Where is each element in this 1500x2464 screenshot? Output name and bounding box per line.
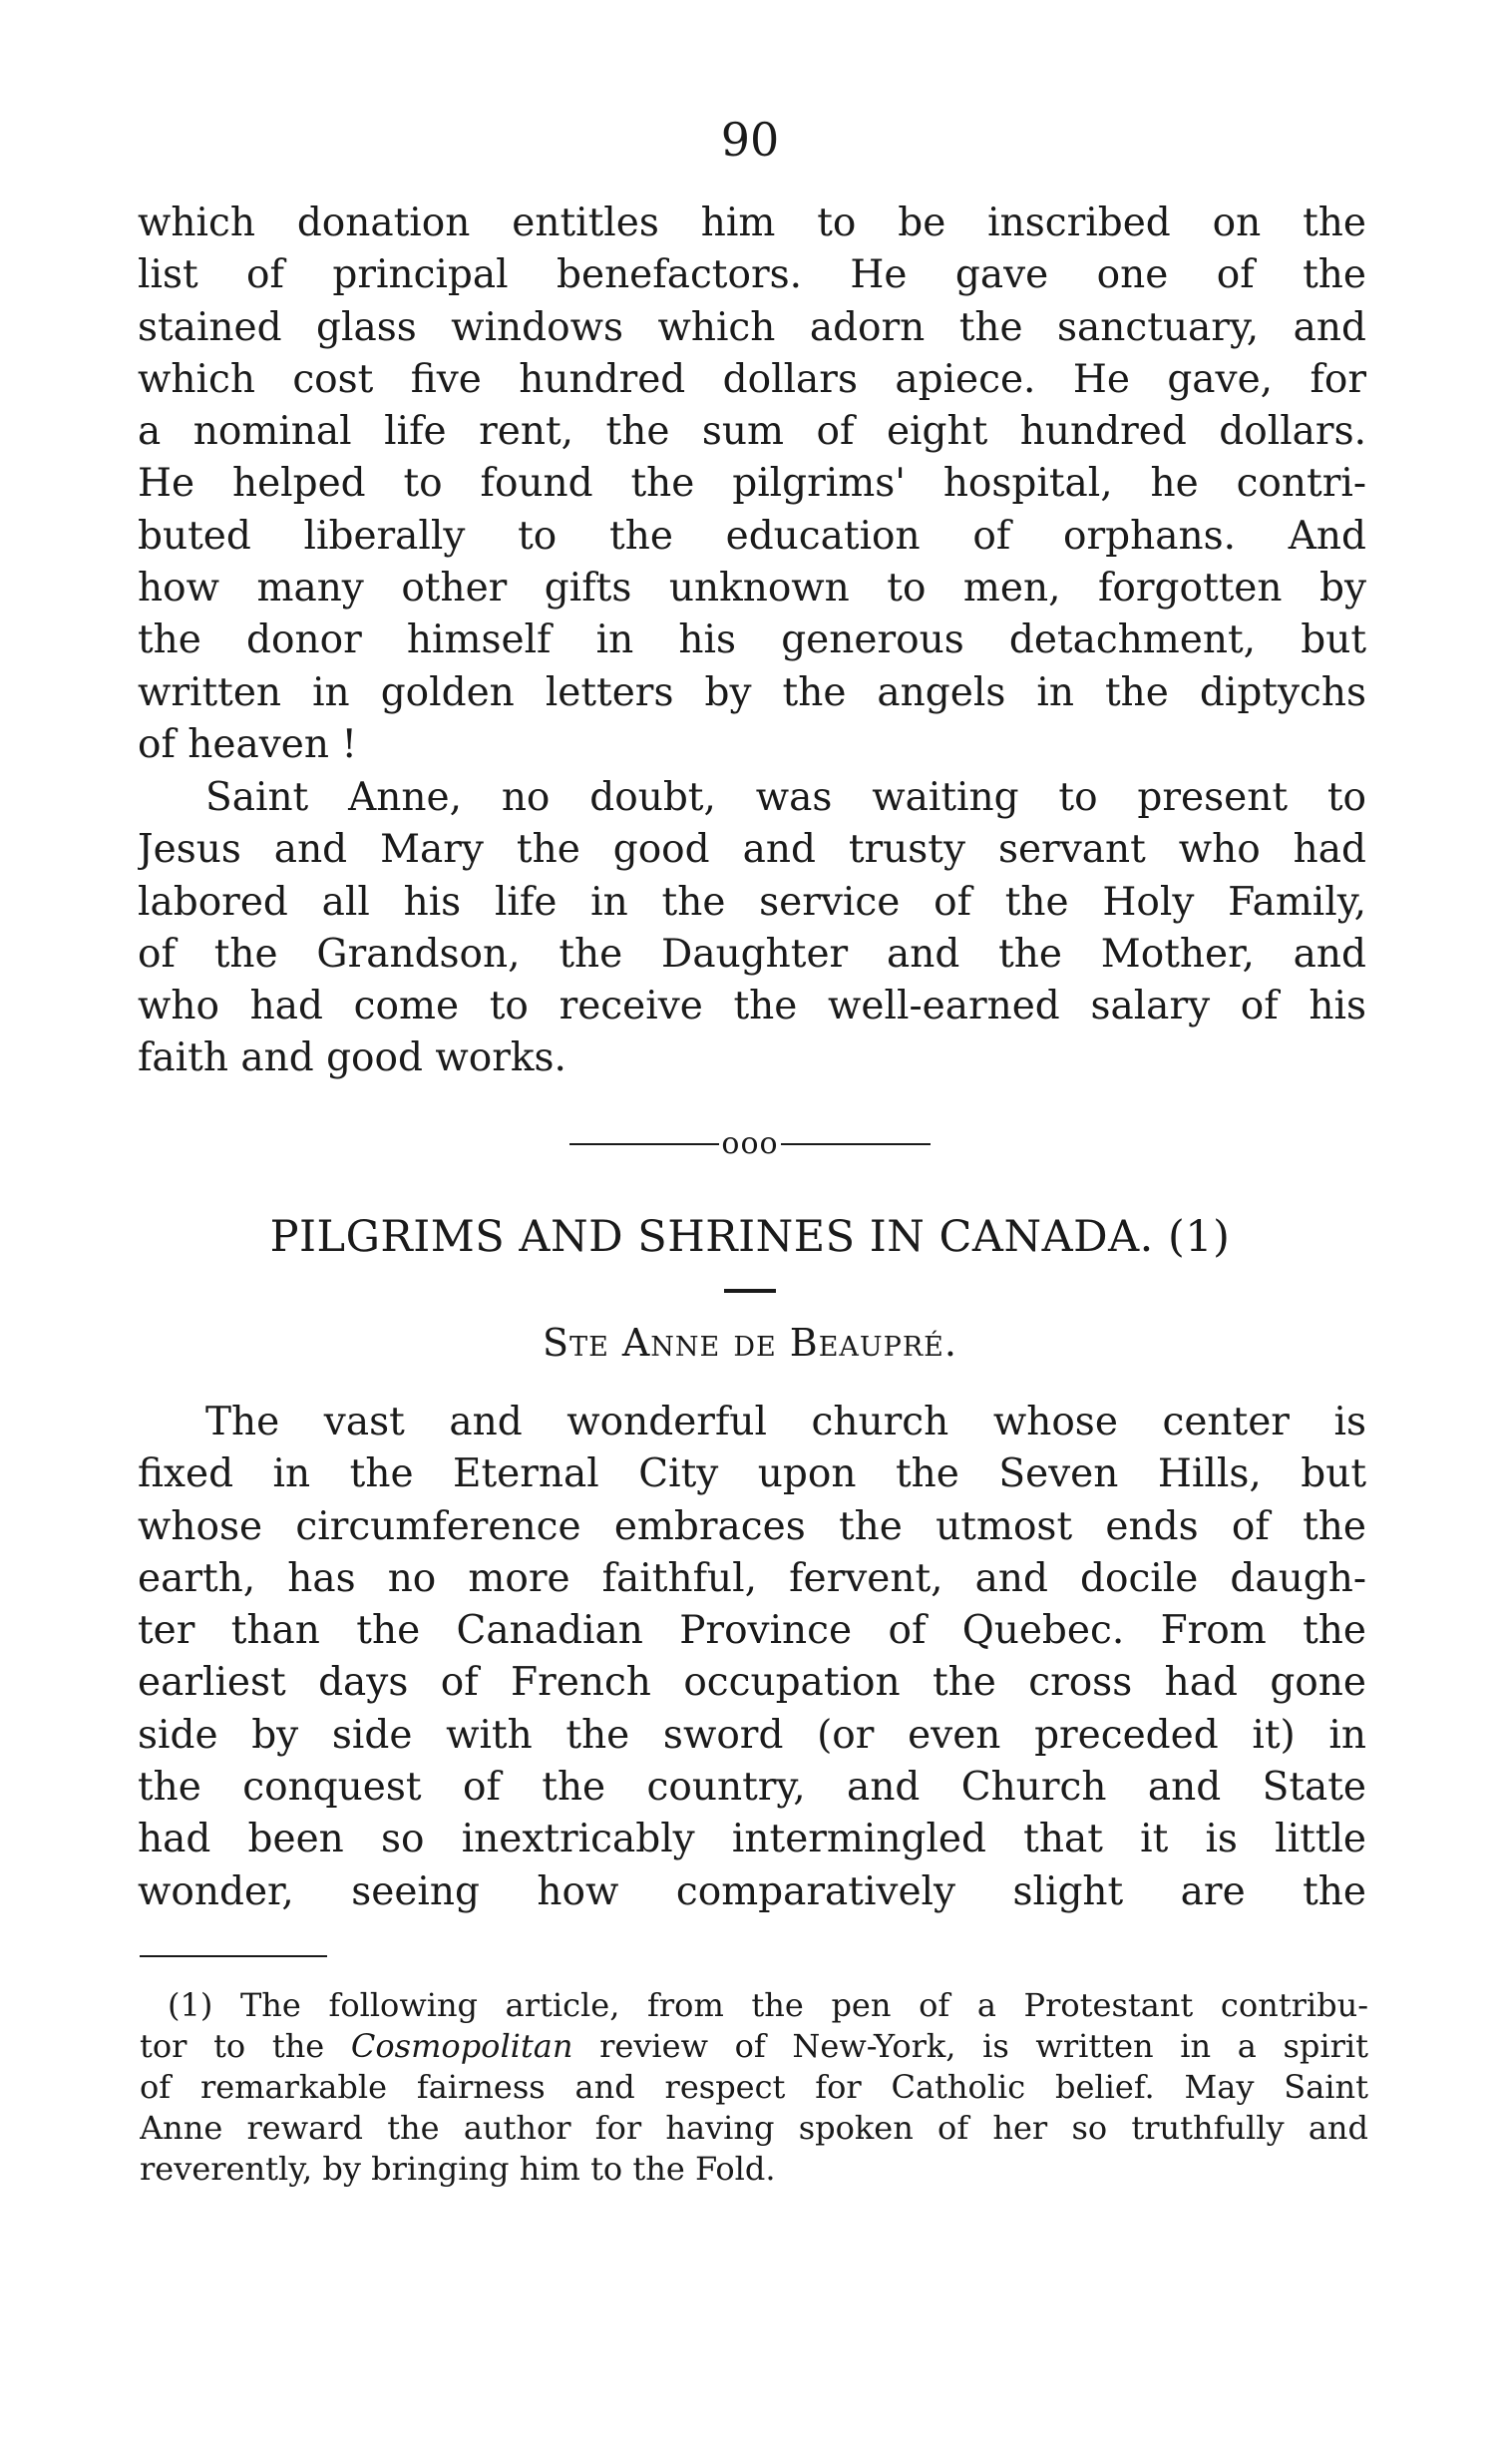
article-title: PILGRIMS AND SHRINES IN CANADA. (1) bbox=[269, 1212, 1231, 1262]
text-line: of heaven ! bbox=[138, 721, 358, 767]
paragraph-saint-anne bbox=[138, 772, 1366, 1085]
text-line: written in golden letters by the angels in the diptychs bbox=[138, 669, 1366, 715]
text-line: He helped to found the pilgrims' hospital, he contri- bbox=[138, 461, 1366, 507]
text-line: stained glass windows which adorn the sanctuary, and bbox=[138, 304, 1366, 350]
text-line: Jesus and Mary the good and trusty servant who had bbox=[138, 827, 1366, 873]
text-line: buted liberally to the education of orphans. And bbox=[138, 513, 1366, 559]
text-line: fixed in the Eternal City upon the Seven Hills, but bbox=[138, 1451, 1366, 1497]
text-line: earth, has no more faithful, fervent, and docile daugh- bbox=[138, 1555, 1366, 1601]
text-line: which donation entitles him to be inscribed on the bbox=[138, 201, 1366, 245]
section-separator bbox=[0, 1119, 1500, 1166]
footnote-line bbox=[140, 2026, 1368, 2067]
paragraph-benefactor bbox=[138, 198, 1366, 771]
text-line: a nominal life rent, the sum of eight hundred dollars. bbox=[138, 409, 1366, 455]
text-line: had been so inextricably intermingled that it is little bbox=[138, 1817, 1366, 1862]
footnote-review-name: Cosmopolitan bbox=[350, 2027, 573, 2065]
text-line: the donor himself in his generous detachment, but bbox=[138, 617, 1366, 663]
text-line: of the Grandson, the Daughter and the Mother, and bbox=[138, 931, 1366, 977]
footnote-line: (1) The following article, from the pen of a Protestant contribu- bbox=[168, 1986, 1368, 2024]
text-line: how many other gifts unknown to men, forgotten by bbox=[138, 566, 1366, 612]
separator-ornament: ooo bbox=[721, 1125, 779, 1161]
footnote bbox=[140, 1985, 1368, 2190]
text-line: which cost five hundred dollars apiece. He gave, for bbox=[138, 356, 1366, 402]
text-line: labored all his life in the service of the Holy Family, bbox=[138, 879, 1366, 925]
text-line: wonder, seeing how comparatively slight are the bbox=[138, 1868, 1366, 1914]
text-line: who had come to receive the well-earned salary of his bbox=[138, 984, 1366, 1029]
footnote-rule bbox=[140, 1955, 327, 1957]
text-line: list of principal benefactors. He gave one of the bbox=[138, 252, 1366, 298]
separator-dash-left bbox=[569, 1143, 719, 1145]
text-line: earliest days of French occupation the cross had gone bbox=[138, 1660, 1366, 1706]
separator-dash-right bbox=[781, 1143, 931, 1145]
text-line: the conquest of the country, and Church and State bbox=[138, 1765, 1366, 1811]
text-line: faith and good works. bbox=[138, 1035, 566, 1081]
article-subtitle: Ste Anne de Beaupré. bbox=[543, 1321, 957, 1365]
footnote-text: tor to the bbox=[140, 2027, 351, 2065]
text-line: Saint Anne, no doubt, was waiting to present to bbox=[205, 775, 1366, 820]
footnote-text: review of New-York, is written in a spirit bbox=[572, 2027, 1368, 2065]
page-number: 90 bbox=[720, 113, 780, 167]
text-line: whose circumference embraces the utmost ends of the bbox=[138, 1503, 1366, 1549]
footnote-line: Anne reward the author for having spoken of her so truthfully and bbox=[140, 2109, 1368, 2147]
text-line: side by side with the sword (or even preceded it) in bbox=[138, 1712, 1366, 1758]
text-line: ter than the Canadian Province of Quebec. From the bbox=[138, 1608, 1366, 1654]
footnote-line: reverently, by bringing him to the Fold. bbox=[140, 2150, 776, 2188]
title-rule bbox=[724, 1289, 776, 1293]
footnote-line: of remarkable fairness and respect for Catholic belief. May Saint bbox=[140, 2068, 1368, 2106]
text-line: The vast and wonderful church whose center is bbox=[205, 1400, 1366, 1444]
paragraph-article bbox=[138, 1397, 1366, 1918]
